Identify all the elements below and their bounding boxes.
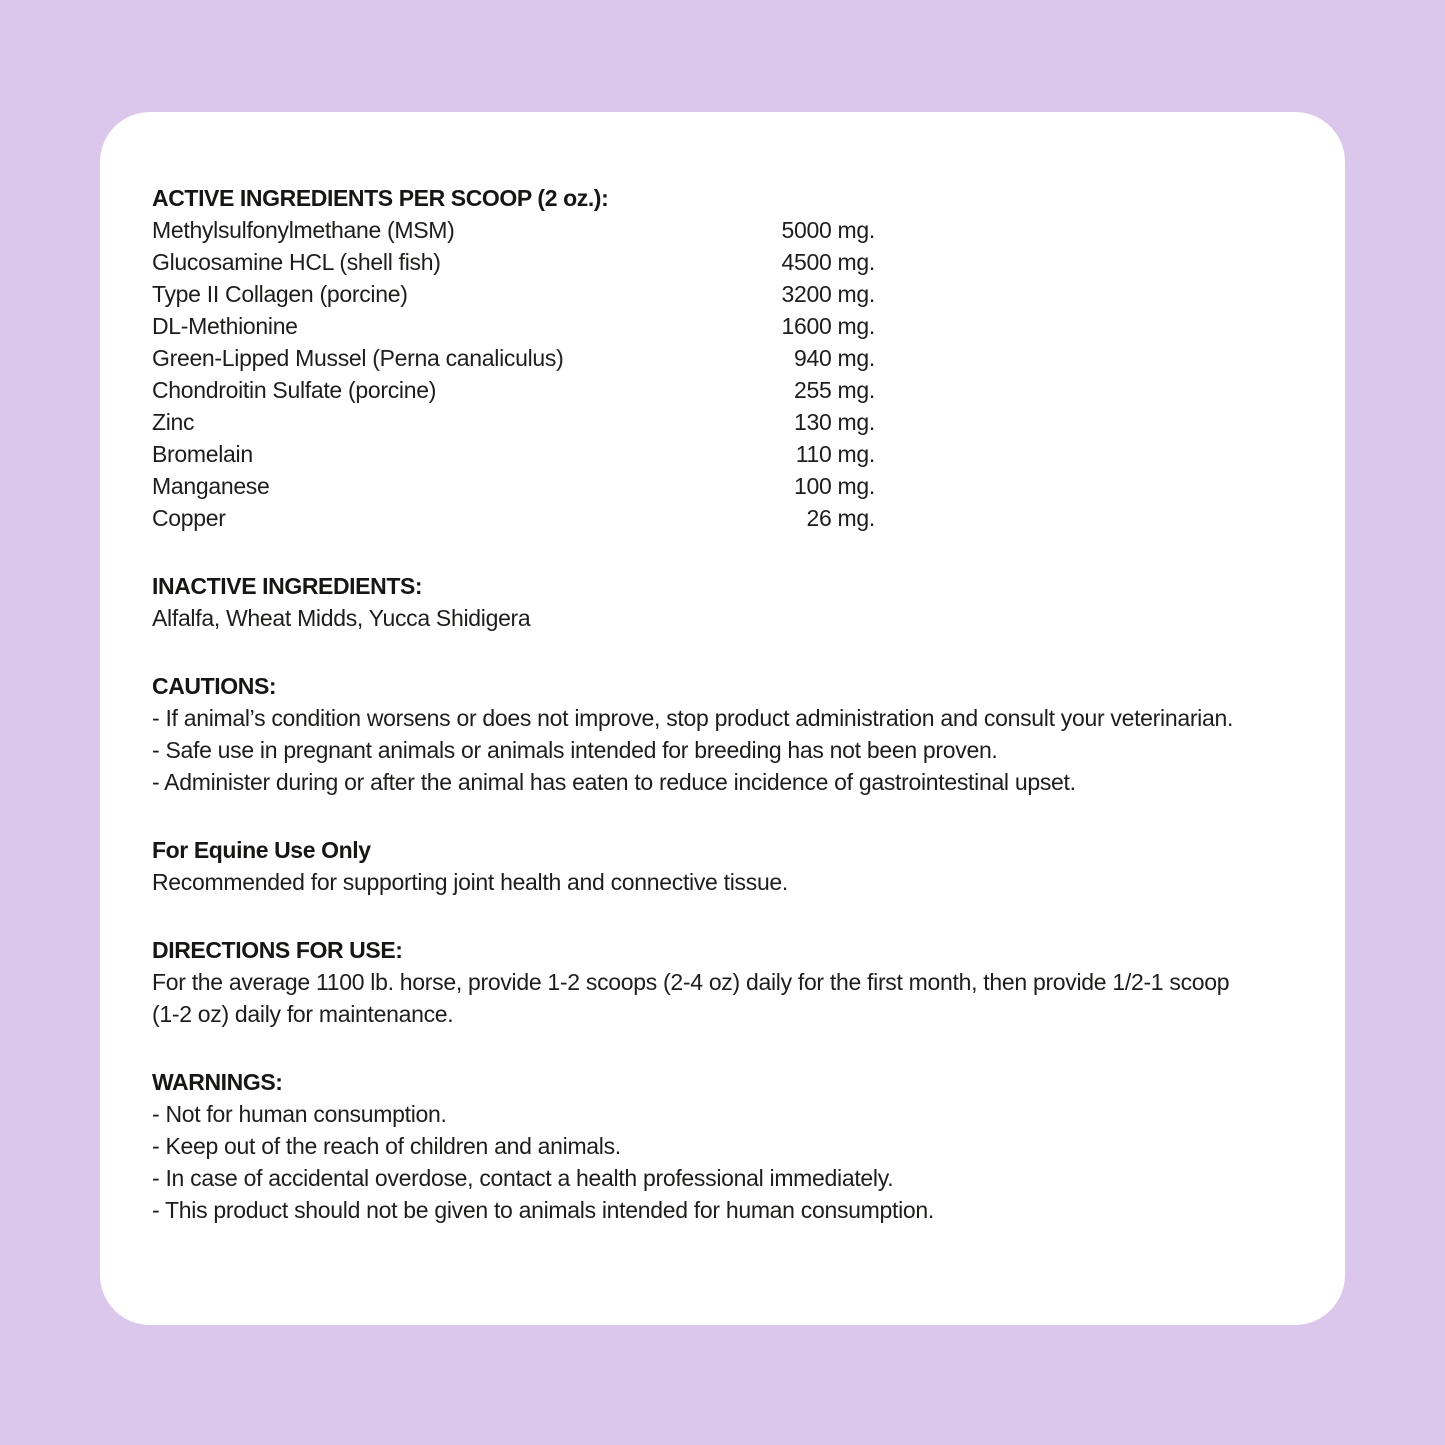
ingredient-name: Green-Lipped Mussel (Perna canaliculus): [152, 345, 564, 371]
inactive-ingredients-heading: INACTIVE INGREDIENTS:: [152, 573, 423, 599]
section-warnings: [152, 1066, 1262, 1226]
active-ingredients-heading: ACTIVE INGREDIENTS PER SCOOP (2 oz.):: [152, 185, 609, 211]
warning-item: - Keep out of the reach of children and animals.: [152, 1133, 621, 1159]
caution-item: - Administer during or after the animal has eaten to reduce incidence of gastrointestinal upset.: [152, 769, 1076, 795]
ingredient-name: Copper: [152, 505, 226, 531]
equine-use-body: Recommended for supporting joint health and connective tissue.: [152, 869, 789, 895]
ingredient-amount: 110 mg.: [795, 441, 875, 467]
ingredient-name: Glucosamine HCL (shell fish): [152, 249, 441, 275]
ingredient-row: [152, 214, 875, 246]
ingredient-amount: 940 mg.: [793, 345, 875, 371]
ingredient-amount: 100 mg.: [793, 473, 875, 499]
ingredient-amount: 1600 mg.: [781, 313, 875, 339]
ingredient-amount: 130 mg.: [793, 409, 875, 435]
caution-item: - If animal’s condition worsens or does not improve, stop product administration and consult your veterinarian.: [152, 705, 1234, 731]
label-content: [152, 182, 1262, 1226]
ingredient-name: Bromelain: [152, 441, 253, 467]
ingredient-row: [152, 278, 875, 310]
section-inactive-ingredients: [152, 570, 1262, 634]
directions-heading: DIRECTIONS FOR USE:: [152, 937, 403, 963]
ingredient-row: [152, 342, 875, 374]
active-ingredients-table: [152, 214, 875, 534]
ingredient-row: [152, 502, 875, 534]
ingredient-row: [152, 470, 875, 502]
equine-use-heading: For Equine Use Only: [152, 837, 371, 863]
ingredient-amount: 26 mg.: [806, 505, 875, 531]
ingredient-amount: 5000 mg.: [781, 217, 875, 243]
warning-item: - This product should not be given to animals intended for human consumption.: [152, 1197, 934, 1223]
ingredient-row: [152, 246, 875, 278]
ingredient-row: [152, 438, 875, 470]
ingredient-amount: 4500 mg.: [781, 249, 875, 275]
ingredient-name: Chondroitin Sulfate (porcine): [152, 377, 437, 403]
section-active-ingredients: [152, 182, 1262, 534]
section-equine-use: [152, 834, 1262, 898]
warning-item: - In case of accidental overdose, contact a health professional immediately.: [152, 1165, 894, 1191]
ingredient-amount: 255 mg.: [793, 377, 875, 403]
ingredient-name: Type II Collagen (porcine): [152, 281, 408, 307]
ingredient-name: Methylsulfonylmethane (MSM): [152, 217, 455, 243]
section-cautions: [152, 670, 1262, 798]
ingredient-name: Zinc: [152, 409, 195, 435]
warnings-heading: WARNINGS:: [152, 1069, 283, 1095]
ingredient-name: Manganese: [152, 473, 270, 499]
warning-item: - Not for human consumption.: [152, 1101, 447, 1127]
ingredient-row: [152, 406, 875, 438]
ingredient-row: [152, 310, 875, 342]
ingredient-row: [152, 374, 875, 406]
supplement-label-card: [100, 112, 1345, 1325]
ingredient-amount: 3200 mg.: [781, 281, 875, 307]
caution-item: - Safe use in pregnant animals or animals intended for breeding has not been proven.: [152, 737, 998, 763]
section-directions: [152, 934, 1262, 1030]
inactive-ingredients-list: Alfalfa, Wheat Midds, Yucca Shidigera: [152, 605, 531, 631]
directions-body: For the average 1100 lb. horse, provide 1-2 scoops (2-4 oz) daily for the first month, then provide 1/2-1 scoop (1-2 oz) daily for maintenance.: [152, 969, 1230, 1027]
cautions-heading: CAUTIONS:: [152, 673, 277, 699]
ingredient-name: DL-Methionine: [152, 313, 298, 339]
